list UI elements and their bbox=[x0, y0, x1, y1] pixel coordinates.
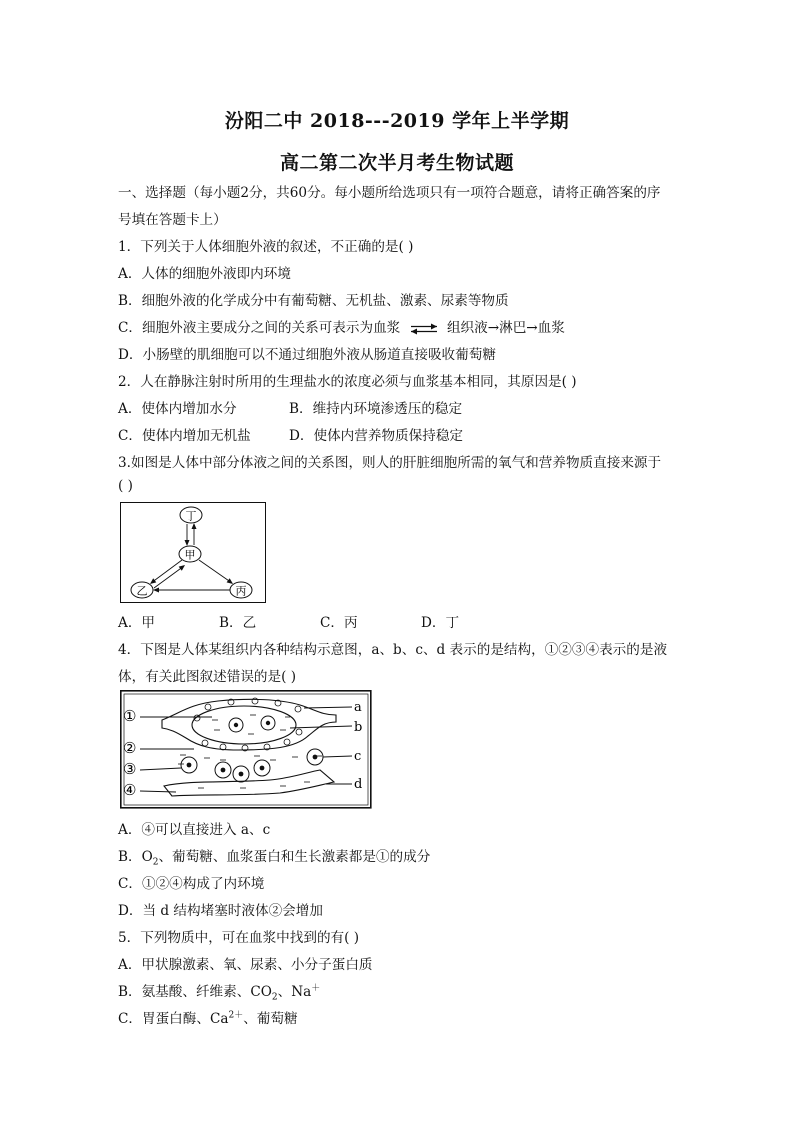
q1-stem: 1．下列关于人体细胞外液的叙述，不正确的是( ) bbox=[118, 239, 414, 255]
exam-subtitle: 高二第二次半月考生物试题 bbox=[279, 152, 514, 174]
q4-option-a: A．④可以直接进入 a、c bbox=[118, 822, 271, 838]
q5-option-b-prefix: B．氨基酸、纤维素、CO bbox=[118, 984, 272, 1000]
label-d: d bbox=[354, 777, 363, 792]
q3-option-c: C．丙 bbox=[320, 615, 358, 631]
q4-option-b-prefix: B．O bbox=[118, 849, 153, 865]
section-instructions-line1: 一、选择题（每小题2分，共60分。每小题所给选项只有一项符合题意，请将正确答案的序 bbox=[118, 185, 661, 201]
q3-option-a: A．甲 bbox=[118, 615, 156, 631]
q1-option-a: A．人体的细胞外液即内环境 bbox=[118, 266, 291, 282]
capillary-wall bbox=[162, 699, 336, 750]
q4-option-b-suffix: 、葡萄糖、血浆蛋白和生长激素都是①的成分 bbox=[158, 849, 431, 865]
q1-option-c-prefix: C．细胞外液主要成分之间的关系可表示为血浆 bbox=[118, 320, 401, 336]
q1-option-b: B．细胞外液的化学成分中有葡萄糖、无机盐、激素、尿素等物质 bbox=[118, 293, 509, 309]
label-3: ③ bbox=[123, 760, 137, 778]
q5-option-c-prefix: C．胃蛋白酶、Ca bbox=[118, 1011, 229, 1027]
label-4: ④ bbox=[123, 781, 137, 799]
q5-option-b-sup: ＋ bbox=[311, 983, 321, 994]
capillary-lumen bbox=[192, 706, 296, 744]
q4-tissue-structure-diagram bbox=[120, 690, 372, 810]
q4-option-b-sub: 2 bbox=[152, 857, 159, 868]
node-ding-label: 丁 bbox=[185, 509, 197, 523]
q3-stem-line1: 3.如图是人体中部分体液之间的关系图，则人的肝脏细胞所需的氧气和营养物质直接来源于 bbox=[118, 455, 662, 471]
q4-stem-line1: 4．下图是人体某组织内各种结构示意图，a、b、c、d 表示的是结构，①②③④表示的是液 bbox=[118, 642, 668, 658]
section-instructions-line2: 号填在答题卡上） bbox=[118, 212, 227, 228]
q2-option-a: A．使体内增加水分 bbox=[118, 401, 237, 417]
label-b: b bbox=[354, 720, 363, 735]
q3-option-d: D．丁 bbox=[421, 615, 460, 631]
q1-option-c-suffix: 组织液→淋巴→血浆 bbox=[446, 320, 565, 336]
label-c: c bbox=[354, 749, 362, 764]
q2-option-c: C．使体内增加无机盐 bbox=[118, 428, 251, 444]
exam-title: 汾阳二中 2018---2019 学年上半学期 bbox=[224, 110, 570, 132]
q2-stem: 2．人在静脉注射时所用的生理盐水的浓度必须与血浆基本相同，其原因是( ) bbox=[118, 374, 577, 390]
q5-option-c-sup: 2＋ bbox=[228, 1010, 244, 1021]
q4-option-b bbox=[118, 845, 430, 868]
label-1: ① bbox=[123, 707, 137, 725]
q5-option-c-suffix: 、葡萄糖 bbox=[243, 1011, 298, 1027]
node-bing-label: 丙 bbox=[235, 584, 247, 598]
q4-stem-line2: 体，有关此图叙述错误的是( ) bbox=[118, 669, 297, 685]
node-jia-label: 甲 bbox=[184, 548, 196, 562]
label-2: ② bbox=[123, 739, 137, 757]
q5-option-c bbox=[118, 1007, 298, 1027]
q5-option-a: A．甲状腺激素、氧、尿素、小分子蛋白质 bbox=[118, 957, 373, 973]
q2-option-d: D．使体内营养物质保持稳定 bbox=[289, 428, 464, 444]
q3-option-b: B．乙 bbox=[219, 615, 257, 631]
q3-body-fluid-diagram bbox=[120, 502, 266, 603]
q1-option-d: D．小肠壁的肌细胞可以不通过细胞外液从肠道直接吸收葡萄糖 bbox=[118, 347, 496, 363]
q4-option-d: D．当 d 结构堵塞时液体②会增加 bbox=[118, 903, 323, 919]
label-a: a bbox=[354, 700, 362, 715]
double-arrow-icon bbox=[408, 323, 440, 335]
q5-option-b-sub: 2 bbox=[271, 992, 278, 1003]
q5-stem: 5．下列物质中，可在血浆中找到的有( ) bbox=[118, 930, 360, 946]
q1-option-c bbox=[118, 316, 565, 336]
q5-option-b-mid: 、Na bbox=[277, 984, 312, 1000]
q3-stem-line2: ( ) bbox=[118, 478, 133, 494]
q5-option-b bbox=[118, 980, 320, 1003]
q4-option-c: C．①②④构成了内环境 bbox=[118, 876, 265, 892]
node-yi-label: 乙 bbox=[136, 584, 148, 598]
q2-option-b: B．维持内环境渗透压的稳定 bbox=[289, 401, 463, 417]
